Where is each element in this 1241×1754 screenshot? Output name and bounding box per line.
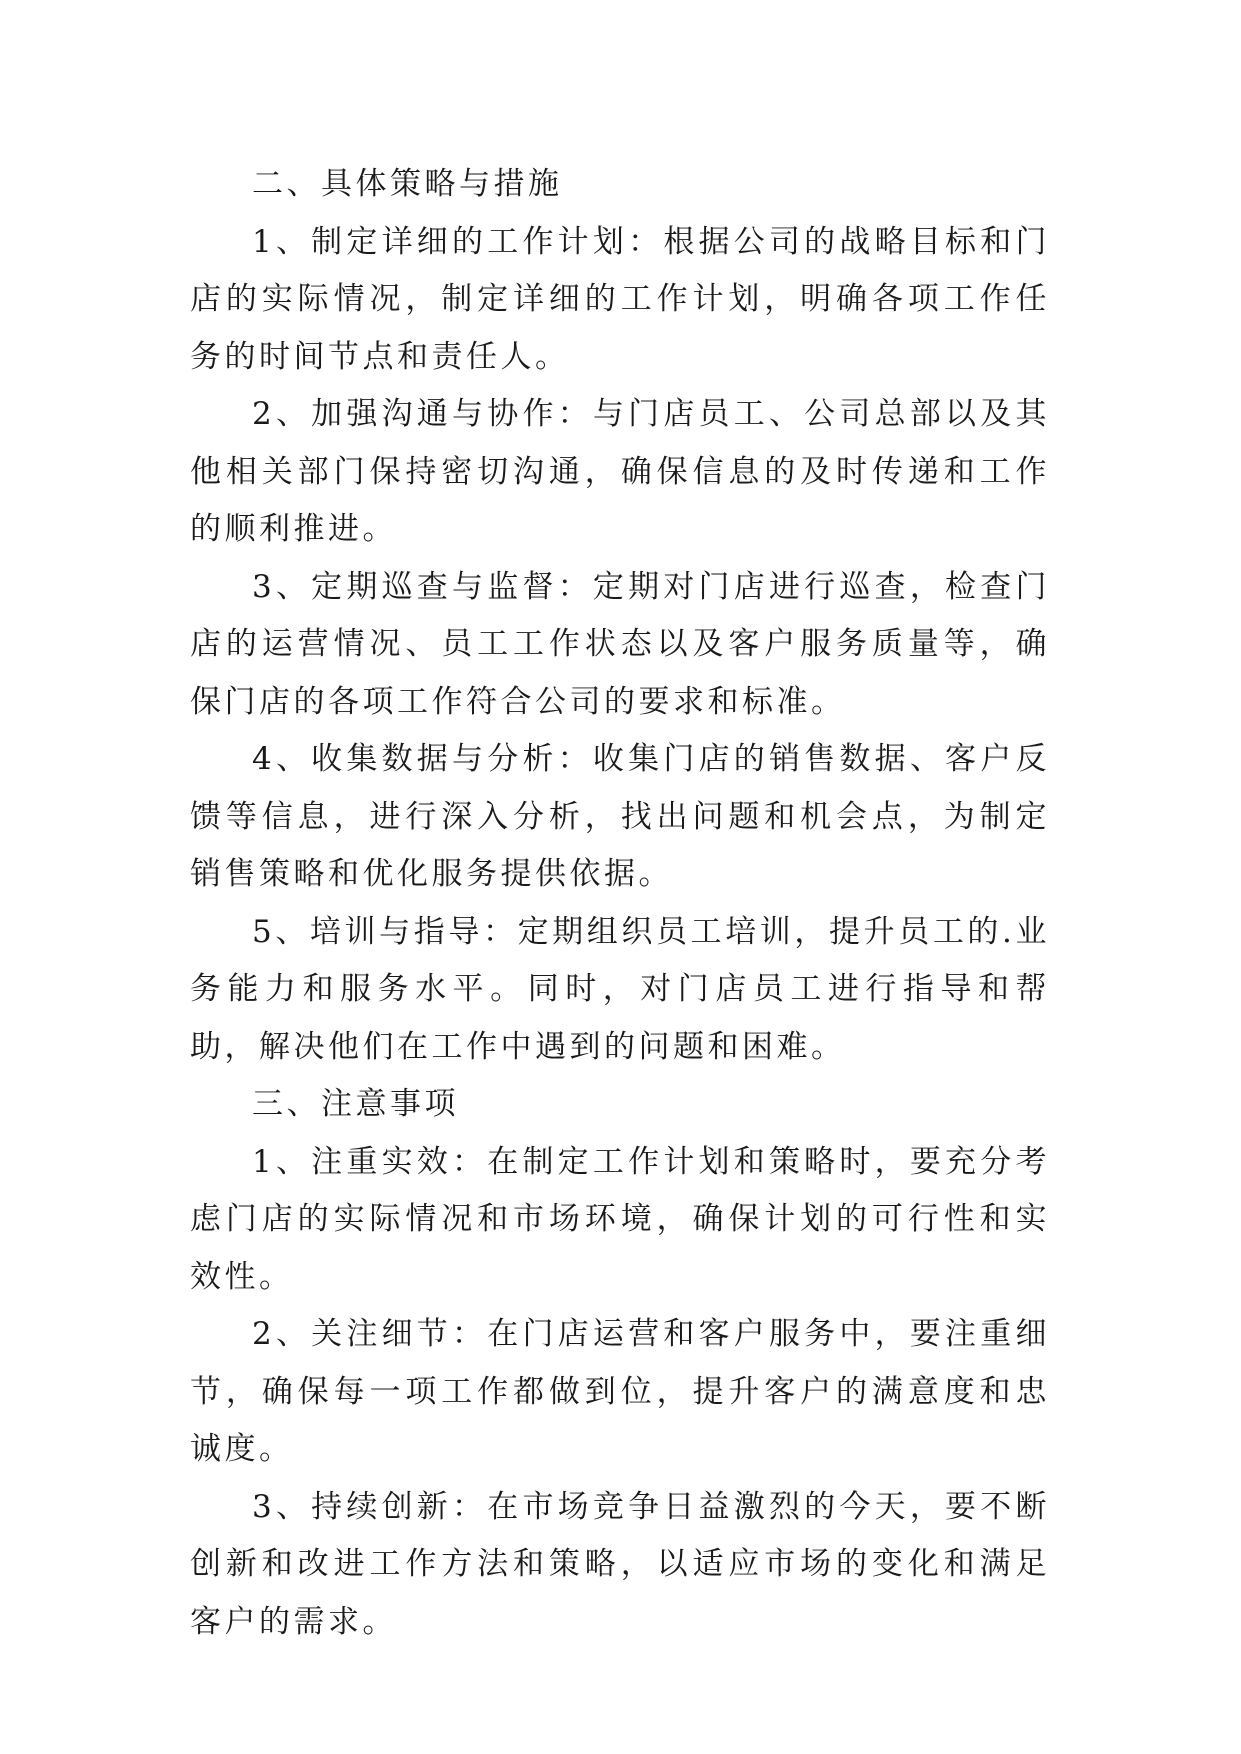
paragraph-innovation: 3、持续创新：在市场竞争日益激烈的今天，要不断创新和改进工作方法和策略，以适应市场的变化和满足客户的需求。 (190, 1488, 1050, 1640)
paragraph-effectiveness: 1、注重实效：在制定工作计划和策略时，要充分考虑门店的实际情况和市场环境，确保计划的可行性和实效性。 (190, 1143, 1050, 1295)
section-heading-strategies: 二、具体策略与措施 (252, 166, 563, 202)
paragraph-training: 5、培训与指导：定期组织员工培训，提升员工的.业务能力和服务水平。同时，对门店员工进行指导和帮助，解决他们在工作中遇到的问题和困难。 (190, 913, 1050, 1065)
document-body (190, 156, 1050, 1651)
paragraph-communication: 2、加强沟通与协作：与门店员工、公司总部以及其他相关部门保持密切沟通，确保信息的及时传递和工作的顺利推进。 (190, 396, 1050, 547)
paragraph-inspection: 3、定期巡查与监督：定期对门店进行巡查，检查门店的运营情况、员工工作状态以及客户服务质量等，确保门店的各项工作符合公司的要求和标准。 (190, 568, 1050, 720)
paragraph-details: 2、关注细节：在门店运营和客户服务中，要注重细节，确保每一项工作都做到位，提升客户的满意度和忠诚度。 (190, 1316, 1050, 1467)
paragraph-work-plan: 1、制定详细的工作计划：根据公司的战略目标和门店的实际情况，制定详细的工作计划，明确各项工作任务的时间节点和责任人。 (190, 223, 1050, 375)
section-heading-notes: 三、注意事项 (252, 1086, 459, 1122)
paragraph-data-analysis: 4、收集数据与分析：收集门店的销售数据、客户反馈等信息，进行深入分析，找出问题和机会点，为制定销售策略和优化服务提供依据。 (190, 741, 1050, 892)
